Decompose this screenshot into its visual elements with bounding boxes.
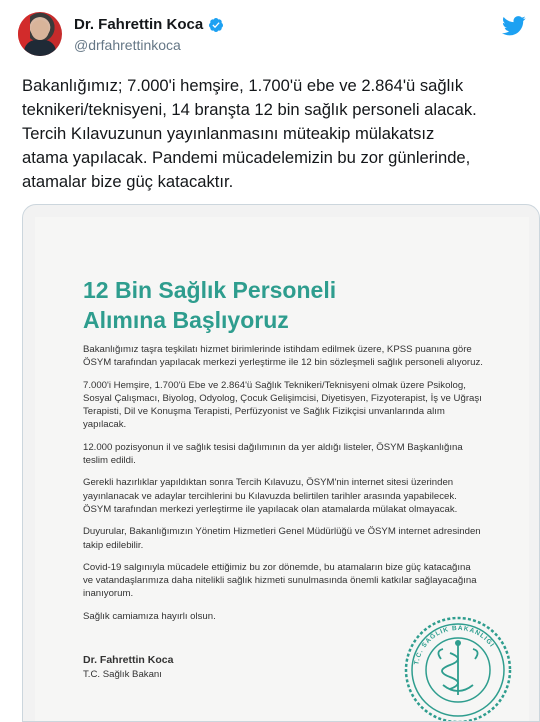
author-name-row[interactable] (74, 16, 224, 33)
tweet-header (18, 10, 528, 60)
signature-title: T.C. Sağlık Bakanı (83, 669, 162, 680)
author-handle[interactable]: @drfahrettinkoca (74, 37, 181, 53)
document-paragraph: Duyurular, Bakanlığımızın Yönetim Hizmetleri Genel Müdürlüğü ve ÖSYM internet adresinden takip edilebilir. (83, 526, 481, 551)
seal-text: T.C. SAĞLIK BAKANLIĞI (413, 624, 496, 666)
tweet-text: Bakanlığımız; 7.000'i hemşire, 1.700'ü ebe ve 2.864'ü sağlık teknikeri/teknisyeni, 14 branşta 12 bin sağlık personeli alacak. Tercih Kılavuzunun yayınlanmasını müteakip mülakatsız atama yapılacak. Pandemi mücadelemizin bu zor günlerinde, atamalar bize güç katacaktır. (22, 76, 477, 191)
document-paragraph: Bakanlığımız taşra teşkilatı hizmet birimlerinde istihdam edilmek üzere, KPSS puanına göre ÖSYM tarafından yapılacak merkezi yerleştirme ile 12 bin sözleşmeli sağlık personeli alıyoruz. (83, 344, 483, 369)
signature-name: Dr. Fahrettin Koca (83, 654, 174, 666)
verified-badge-icon (208, 17, 224, 33)
document-title: 12 Bin Sağlık Personeli Alımına Başlıyoruz (83, 277, 337, 333)
document-paragraph: Covid-19 salgınıyla mücadele ettiğimiz bu zor dönemde, bu atamaların bize güç katacağına ve vatandaşlarımıza daha nitelikli sağlık hizmeti sunulmasında önemli katkılar sağlayacağına inanıyorum. (83, 561, 477, 600)
ministry-seal-icon (403, 615, 513, 722)
document-paragraph: 12.000 pozisyonun il ve sağlık tesisi dağılımının da yer aldığı listeler, ÖSYM Başkanlığına teslim edildi. (83, 441, 463, 467)
author-display-name[interactable]: Dr. Fahrettin Koca (74, 16, 204, 33)
twitter-bird-icon[interactable] (502, 16, 526, 36)
document-paragraph: Gerekli hazırlıklar yapıldıktan sonra Tercih Kılavuzu, ÖSYM'nin internet sitesi üzerinden yayınlanacak ve adaylar tercihlerini bu Kılavuzda belirtilen tarihler arasında yapabilecek. ÖSYM tarafından merkezi yerleştirme ile yapılacak olan atamalarda mülakat olmayacak. (83, 477, 458, 515)
document-paragraph: Sağlık camiamıza hayırlı olsun. (83, 610, 216, 622)
announcement-document (35, 217, 529, 722)
document-body (83, 343, 483, 632)
user-avatar-icon[interactable] (18, 12, 62, 56)
document-paragraph: 7.000'i Hemşire, 1.700'ü Ebe ve 2.864'ü Sağlık Teknikeri/Teknisyeni olmak üzere Psikolog, Sosyal Çalışmacı, Biyolog, Odyolog, Çocuk Gelişimcisi, Diyetisyen, Fizyoterapist, İş ve Uğraşı Terapisti, Dil ve Konuşma Terapisti, Perfüzyonist ve Sağlık Fizikçisi unvanlarında alım yapılacak. (83, 379, 482, 431)
tweet-media-image[interactable] (22, 204, 540, 722)
